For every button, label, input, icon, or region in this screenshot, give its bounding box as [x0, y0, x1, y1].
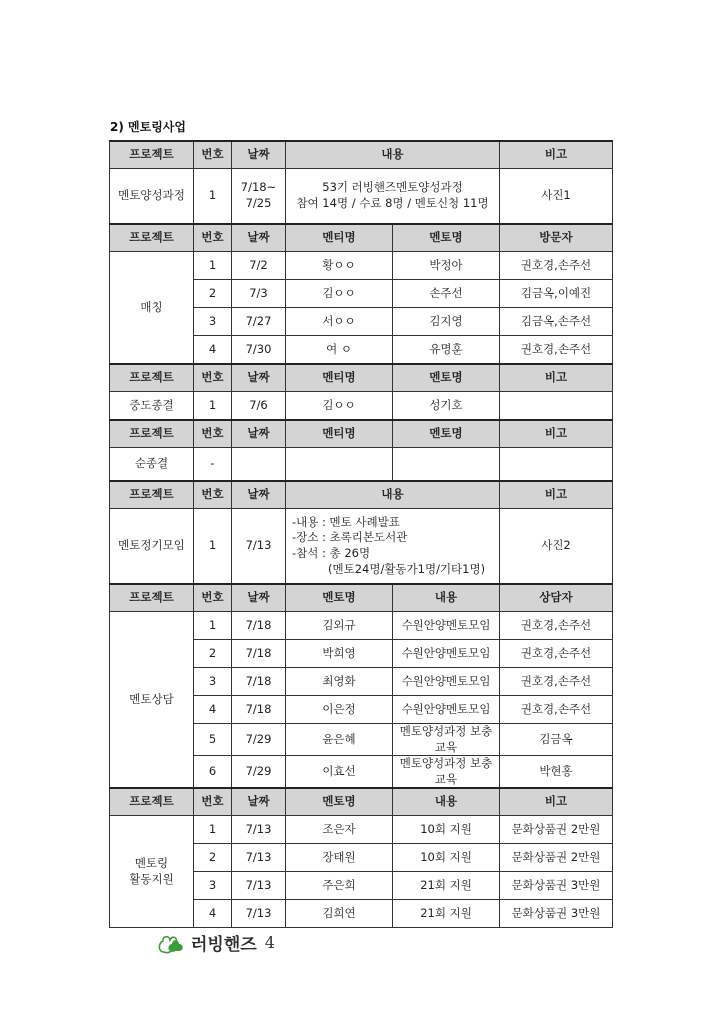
cell-note: 문화상품권 2만원: [500, 816, 613, 844]
cell-counselor: 권호경,손주선: [500, 640, 613, 668]
header-counselor: 상담자: [500, 584, 613, 612]
header-mentor: 멘토명: [393, 420, 500, 448]
cell-content: 수원안양멘토모임: [393, 612, 500, 640]
header-mentor: 멘토명: [393, 364, 500, 392]
cell-date: 7/27: [232, 308, 286, 336]
cell-note: 문화상품권 3만원: [500, 900, 613, 928]
header-note: 비고: [500, 481, 613, 509]
cell-mentee: [286, 448, 393, 482]
cell-date: 7/18: [232, 640, 286, 668]
cell-date: 7/30: [232, 336, 286, 365]
cell-mentor: 박정아: [393, 252, 500, 280]
cell-mentee: 황ㅇㅇ: [286, 252, 393, 280]
cell-content: 멘토양성과정 보충교육: [393, 724, 500, 756]
header-no: 번호: [194, 364, 232, 392]
cell-no: 1: [194, 509, 232, 585]
header-content: 내용: [286, 141, 500, 169]
cell-no: 1: [194, 816, 232, 844]
header-no: 번호: [194, 584, 232, 612]
cell-no: 1: [194, 392, 232, 421]
cell-note: 문화상품권 2만원: [500, 844, 613, 872]
cell-date: 7/6: [232, 392, 286, 421]
cell-no: 4: [194, 336, 232, 365]
table-row: [110, 612, 613, 640]
cell-mentor: 성기호: [393, 392, 500, 421]
training-no: 1: [194, 169, 232, 225]
cell-note: [500, 448, 613, 482]
cell-date: 7/2: [232, 252, 286, 280]
cell-mentor: 박희영: [286, 640, 393, 668]
header-note: 비고: [500, 141, 613, 169]
cell-note: 문화상품권 3만원: [500, 872, 613, 900]
cell-mentor: [393, 448, 500, 482]
logo-text: 러빙핸즈: [191, 935, 257, 955]
cell-date: 7/13: [232, 900, 286, 928]
header-no: 번호: [194, 788, 232, 816]
header-note: 비고: [500, 788, 613, 816]
header-mentor: 멘토명: [393, 224, 500, 252]
cell-no: 3: [194, 308, 232, 336]
header-no: 번호: [194, 481, 232, 509]
cell-no: 3: [194, 668, 232, 696]
ending-project: 순종결: [110, 448, 194, 482]
cell-note: 사진2: [500, 509, 613, 585]
header-note: 비고: [500, 364, 613, 392]
header-note: 비고: [500, 420, 613, 448]
cell-no: 2: [194, 844, 232, 872]
cell-visitor: 권호경,손주선: [500, 336, 613, 365]
cell-counselor: 권호경,손주선: [500, 696, 613, 724]
page-number: 4: [264, 933, 275, 952]
midterm-project: 중도종결: [110, 392, 194, 421]
mentoring-table: [109, 140, 613, 928]
header-date: 날짜: [232, 481, 286, 509]
header-no: 번호: [194, 141, 232, 169]
cell-content: 21회 지원: [393, 872, 500, 900]
cell-mentee: 김ㅇㅇ: [286, 280, 393, 308]
cell-date: 7/18: [232, 668, 286, 696]
cell-content: 21회 지원: [393, 900, 500, 928]
midterm-row: [110, 392, 613, 421]
cell-visitor: 김금옥,이예진: [500, 280, 613, 308]
header-project: 프로젝트: [110, 224, 194, 252]
cell-visitor: 권호경,손주선: [500, 252, 613, 280]
cell-content: 10회 지원: [393, 844, 500, 872]
header-content: 내용: [393, 584, 500, 612]
training-project: 멘토양성과정: [110, 169, 194, 225]
header-no: 번호: [194, 420, 232, 448]
loving-hands-logo-icon: [157, 932, 187, 954]
header-row-support: [110, 788, 613, 816]
cell-date: 7/29: [232, 756, 286, 789]
cell-mentee: 여 ㅇ: [286, 336, 393, 365]
header-date: 날짜: [232, 141, 286, 169]
header-project: 프로젝트: [110, 420, 194, 448]
cell-counselor: 박현홍: [500, 756, 613, 789]
cell-no: 6: [194, 756, 232, 789]
header-project: 프로젝트: [110, 481, 194, 509]
cell-date: 7/18: [232, 696, 286, 724]
training-note: 사진1: [500, 169, 613, 225]
header-row-matching: [110, 224, 613, 252]
cell-no: 5: [194, 724, 232, 756]
cell-mentor: 김희연: [286, 900, 393, 928]
cell-content: 수원안양멘토모임: [393, 668, 500, 696]
header-project: 프로젝트: [110, 584, 194, 612]
header-no: 번호: [194, 224, 232, 252]
cell-date: 7/13: [232, 509, 286, 585]
meeting-row: [110, 509, 613, 585]
training-content: 53기 러빙핸즈멘토양성과정 참여 14명 / 수료 8명 / 멘토신청 11명: [286, 169, 500, 225]
header-project: 프로젝트: [110, 364, 194, 392]
header-mentor: 멘토명: [286, 788, 393, 816]
cell-no: 4: [194, 900, 232, 928]
header-project: 프로젝트: [110, 141, 194, 169]
training-row: [110, 169, 613, 225]
header-row-counsel: [110, 584, 613, 612]
footer: [157, 930, 275, 955]
table-row: [110, 252, 613, 280]
cell-date: [232, 448, 286, 482]
cell-date: 7/3: [232, 280, 286, 308]
meeting-project: 멘토정기모임: [110, 509, 194, 585]
cell-mentor: 김지영: [393, 308, 500, 336]
header-row-ending: [110, 420, 613, 448]
cell-no: 2: [194, 280, 232, 308]
cell-no: 1: [194, 252, 232, 280]
cell-content: 수원안양멘토모임: [393, 696, 500, 724]
cell-note: [500, 392, 613, 421]
cell-no: 2: [194, 640, 232, 668]
cell-no: 4: [194, 696, 232, 724]
header-row-training: [110, 141, 613, 169]
header-date: 날짜: [232, 224, 286, 252]
header-date: 날짜: [232, 364, 286, 392]
header-mentee: 멘티명: [286, 364, 393, 392]
cell-date: 7/29: [232, 724, 286, 756]
cell-mentor: 손주선: [393, 280, 500, 308]
cell-date: 7/13: [232, 872, 286, 900]
cell-mentee: 서ㅇㅇ: [286, 308, 393, 336]
counsel-project: 멘토상담: [110, 612, 194, 789]
meeting-content: -내용 : 멘토 사례발표 -장소 : 초록리본도서관 -참석 : 총 26명 (멘토24명/활동가1명/기타1명): [286, 509, 500, 585]
cell-mentor: 이은정: [286, 696, 393, 724]
cell-content: 수원안양멘토모임: [393, 640, 500, 668]
cell-date: 7/13: [232, 816, 286, 844]
support-project: 멘토링 활동지원: [110, 816, 194, 928]
header-mentee: 멘티명: [286, 420, 393, 448]
header-row-midterm: [110, 364, 613, 392]
cell-no: -: [194, 448, 232, 482]
header-row-meeting: [110, 481, 613, 509]
header-content: 내용: [393, 788, 500, 816]
header-visitor: 방문자: [500, 224, 613, 252]
header-content: 내용: [286, 481, 500, 509]
header-mentee: 멘티명: [286, 224, 393, 252]
header-date: 날짜: [232, 584, 286, 612]
cell-mentor: 조은자: [286, 816, 393, 844]
cell-mentee: 김ㅇㅇ: [286, 392, 393, 421]
cell-visitor: 김금옥,손주선: [500, 308, 613, 336]
ending-row: [110, 448, 613, 482]
cell-mentor: 장태원: [286, 844, 393, 872]
cell-counselor: 권호경,손주선: [500, 668, 613, 696]
cell-content: 10회 지원: [393, 816, 500, 844]
matching-project: 매칭: [110, 252, 194, 365]
cell-date: 7/13: [232, 844, 286, 872]
cell-mentor: 김외규: [286, 612, 393, 640]
cell-mentor: 윤은혜: [286, 724, 393, 756]
section-heading: 2) 멘토링사업: [110, 120, 186, 134]
cell-content: 멘토양성과정 보충교육: [393, 756, 500, 789]
cell-mentor: 주은희: [286, 872, 393, 900]
cell-mentor: 유명훈: [393, 336, 500, 365]
table-row: [110, 816, 613, 844]
cell-counselor: 김금옥: [500, 724, 613, 756]
header-date: 날짜: [232, 788, 286, 816]
header-mentor: 멘토명: [286, 584, 393, 612]
cell-date: 7/18: [232, 612, 286, 640]
cell-counselor: 권호경,손주선: [500, 612, 613, 640]
training-date: 7/18~ 7/25: [232, 169, 286, 225]
cell-no: 1: [194, 612, 232, 640]
header-project: 프로젝트: [110, 788, 194, 816]
cell-mentor: 최영화: [286, 668, 393, 696]
header-date: 날짜: [232, 420, 286, 448]
cell-no: 3: [194, 872, 232, 900]
cell-mentor: 이효선: [286, 756, 393, 789]
